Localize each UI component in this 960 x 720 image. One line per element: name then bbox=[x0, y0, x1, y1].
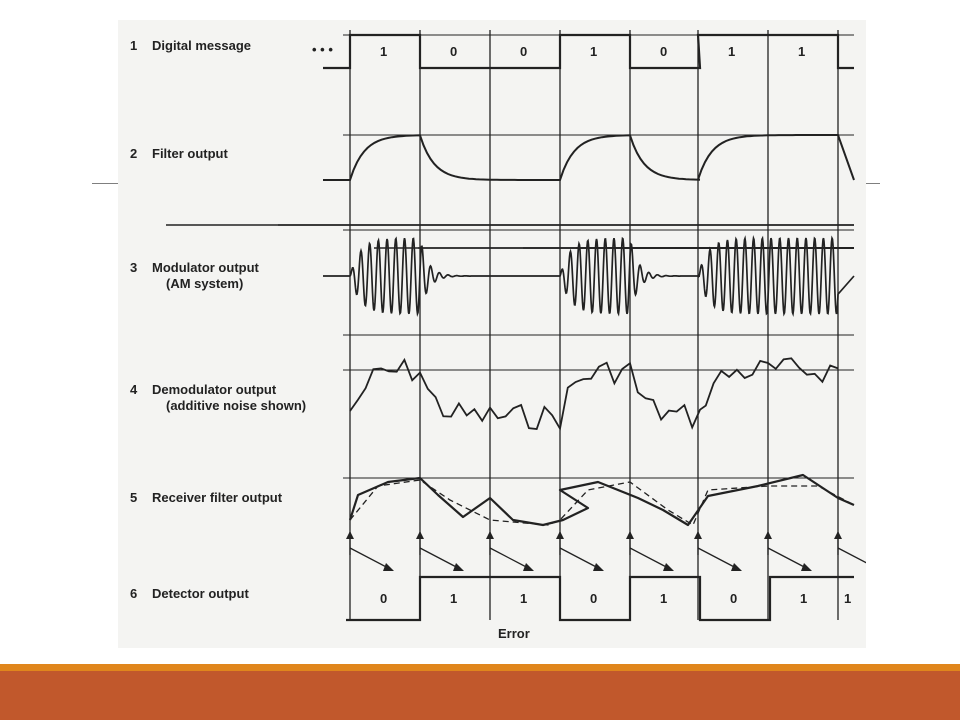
message-waveform bbox=[323, 35, 854, 68]
sample-arrowhead-up-1 bbox=[416, 531, 424, 539]
message-bit-1: 1 bbox=[380, 44, 388, 59]
scanned-figure bbox=[118, 20, 866, 648]
sample-arrowhead-diag-6 bbox=[801, 563, 812, 571]
row-subtitle-3: (AM system) bbox=[166, 276, 244, 291]
sampling-arrows bbox=[346, 531, 866, 571]
row-number-1: 1 bbox=[130, 38, 138, 53]
sample-arrowhead-diag-0 bbox=[383, 563, 394, 571]
detector-bit-5: 1 bbox=[660, 591, 668, 606]
detector-bit-2: 1 bbox=[450, 591, 458, 606]
bit-labels bbox=[380, 44, 851, 606]
sample-arrowhead-up-0 bbox=[346, 531, 354, 539]
error-label: Error bbox=[498, 626, 530, 641]
row-title-3: Modulator output bbox=[152, 260, 259, 275]
sample-arrowhead-up-2 bbox=[486, 531, 494, 539]
row-title-6: Detector output bbox=[152, 586, 249, 601]
row-number-2: 2 bbox=[130, 146, 138, 161]
row-title-5: Receiver filter output bbox=[152, 490, 283, 505]
detector-bit-8: 1 bbox=[844, 591, 852, 606]
sample-arrowhead-up-5 bbox=[694, 531, 702, 539]
left-rule-line bbox=[92, 183, 118, 184]
sample-arrowhead-up-4 bbox=[626, 531, 634, 539]
row-subtitle-4: (additive noise shown) bbox=[166, 398, 307, 413]
filter-waveform bbox=[323, 135, 854, 180]
row-labels bbox=[130, 38, 333, 601]
timing-grid bbox=[166, 30, 854, 620]
sample-arrowhead-diag-1 bbox=[453, 563, 464, 571]
sample-arrow-diag-7 bbox=[838, 548, 866, 570]
sample-arrowhead-diag-3 bbox=[593, 563, 604, 571]
row-number-6: 6 bbox=[130, 586, 138, 601]
message-bit-6: 1 bbox=[728, 44, 736, 59]
detector-bit-4: 0 bbox=[590, 591, 598, 606]
am-waveform bbox=[323, 238, 854, 314]
detector-bit-1: 0 bbox=[380, 591, 388, 606]
row-number-5: 5 bbox=[130, 490, 138, 505]
detector-bit-3: 1 bbox=[520, 591, 528, 606]
sample-arrowhead-diag-5 bbox=[731, 563, 742, 571]
footer-stripe bbox=[0, 664, 960, 671]
message-bit-3: 0 bbox=[520, 44, 528, 59]
footer-bar bbox=[0, 671, 960, 720]
sample-arrowhead-up-7 bbox=[834, 531, 842, 539]
sample-arrowhead-diag-4 bbox=[663, 563, 674, 571]
message-bit-7: 1 bbox=[798, 44, 806, 59]
sample-arrowhead-up-6 bbox=[764, 531, 772, 539]
sample-arrowhead-up-3 bbox=[556, 531, 564, 539]
message-bit-5: 0 bbox=[660, 44, 668, 59]
sample-arrowhead-diag-2 bbox=[523, 563, 534, 571]
message-ellipsis: • • • bbox=[312, 42, 333, 57]
row-number-4: 4 bbox=[130, 382, 138, 397]
message-bit-2: 0 bbox=[450, 44, 458, 59]
row-title-4: Demodulator output bbox=[152, 382, 277, 397]
receiver-solid-waveform bbox=[350, 475, 854, 525]
row-title-2: Filter output bbox=[152, 146, 228, 161]
message-bit-4: 1 bbox=[590, 44, 598, 59]
row-title-1: Digital message bbox=[152, 38, 251, 53]
detector-bit-6: 0 bbox=[730, 591, 738, 606]
right-rule-line bbox=[866, 183, 880, 184]
detector-bit-7: 1 bbox=[800, 591, 808, 606]
detector-waveform bbox=[346, 577, 854, 620]
row-number-3: 3 bbox=[130, 260, 138, 275]
signal-diagram bbox=[118, 20, 866, 648]
waveforms bbox=[323, 35, 854, 620]
demodulator-waveform bbox=[350, 358, 838, 429]
receiver-dashed-waveform bbox=[350, 480, 854, 525]
